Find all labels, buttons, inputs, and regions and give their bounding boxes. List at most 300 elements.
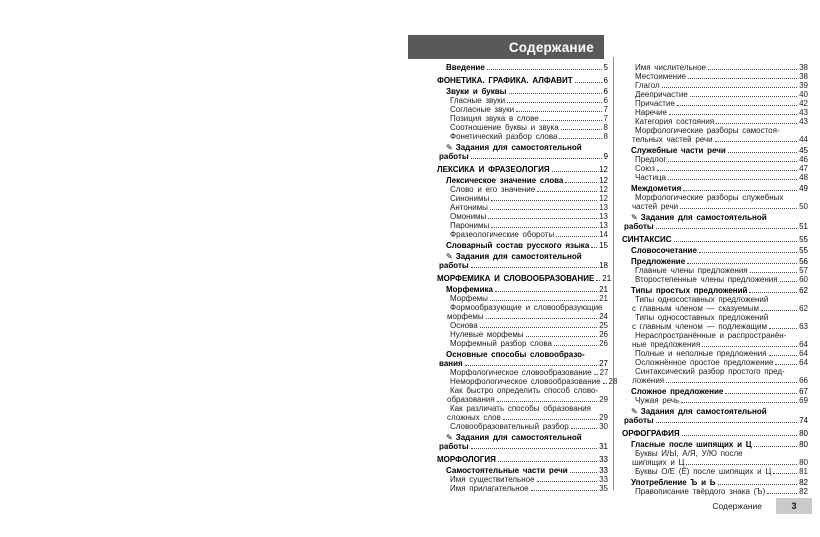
dot-leader — [594, 374, 598, 375]
dot-leader — [465, 365, 597, 366]
toc-entry-label: ные предложения — [632, 340, 701, 349]
toc-entry — [437, 433, 608, 451]
dot-leader — [715, 141, 798, 142]
dot-leader — [480, 327, 597, 328]
toc-entry — [437, 87, 608, 96]
toc-entry-label: Второстепенные члены предложения — [635, 275, 778, 284]
toc-page-number: 64 — [799, 340, 808, 349]
toc-entry — [437, 143, 608, 161]
toc-entry-label: с главным членом — подлежащим — [632, 322, 767, 331]
dot-leader — [552, 171, 598, 172]
toc-entry — [622, 487, 808, 496]
toc-page-number: 44 — [799, 135, 808, 144]
toc-entry — [622, 246, 808, 255]
toc-page-number: 67 — [799, 387, 808, 396]
dot-leader — [683, 190, 797, 191]
toc-page-number: 55 — [799, 246, 808, 255]
toc-page-number: 81 — [799, 467, 808, 476]
dot-leader — [749, 292, 797, 293]
toc-entry — [437, 252, 608, 270]
toc-page-number: 33 — [599, 475, 608, 484]
toc-page-number: 74 — [799, 416, 808, 425]
dot-leader — [686, 464, 797, 465]
toc-entry-label: Служебные части речи — [631, 146, 726, 155]
toc-entry-label: Синонимы — [450, 194, 490, 203]
toc-entry — [437, 76, 608, 85]
toc-entry-label: тельных частей речи — [632, 135, 713, 144]
toc-entry — [437, 132, 608, 141]
dot-leader — [471, 448, 597, 449]
toc-entry-label: Предлог — [635, 155, 667, 164]
toc-entry — [437, 422, 608, 431]
toc-entry — [622, 275, 808, 284]
toc-page-number: 12 — [599, 194, 608, 203]
toc-page-number: 21 — [602, 274, 612, 283]
dot-leader — [674, 241, 798, 242]
toc-entry-label: ЛЕКСИКА И ФРАЗЕОЛОГИЯ — [437, 165, 550, 174]
toc-entry-label: Морфологические разборы самостоя- — [635, 126, 780, 135]
pencil-icon: ✎ — [446, 143, 453, 152]
dot-leader — [754, 446, 798, 447]
toc-entry-label: Словообразовательный разбор — [450, 422, 569, 431]
toc-entry — [437, 330, 608, 339]
toc-entry-label: Главные члены предложения — [635, 266, 748, 275]
toc-page-number: 5 — [603, 63, 608, 72]
toc-entry-label: Категория состояния — [635, 117, 715, 126]
dot-leader — [682, 435, 798, 436]
dot-leader — [668, 179, 797, 180]
dot-leader — [769, 355, 798, 356]
toc-entry — [622, 295, 808, 313]
toc-page-number: 64 — [799, 358, 808, 367]
dot-leader — [718, 484, 798, 485]
toc-entry-label: Междометия — [631, 184, 682, 193]
toc-page-number: 62 — [799, 304, 808, 313]
dot-leader — [487, 69, 602, 70]
toc-page-number: 38 — [799, 63, 808, 72]
toc-entry-label: Осложнённое простое предложение — [635, 358, 774, 367]
toc-entry-label: Позиция звука в слове — [450, 114, 539, 123]
toc-page-number: 55 — [799, 235, 808, 244]
toc-entry-label: Согласные звуки — [450, 105, 515, 114]
toc-entry-label: Местоимение — [635, 72, 686, 81]
dot-leader — [669, 114, 797, 115]
toc-entry-label: Гласные звуки — [450, 96, 506, 105]
toc-entry — [622, 358, 808, 367]
toc-page-number: 28 — [608, 377, 618, 386]
toc-entry — [622, 440, 808, 449]
toc-entry-label: Как различать способы образования — [450, 404, 591, 413]
toc-entry — [622, 126, 808, 144]
toc-entry — [437, 285, 608, 294]
toc-page-number: 24 — [599, 312, 608, 321]
dot-leader — [526, 336, 598, 337]
toc-column-right — [622, 63, 808, 496]
toc-entry — [437, 105, 608, 114]
toc-entry-label: Словосочетание — [631, 246, 697, 255]
toc-entry-label: шипящих и Ц — [632, 458, 685, 467]
toc-page-number: 46 — [799, 155, 808, 164]
dot-leader — [571, 428, 597, 429]
toc-page-number: 30 — [599, 422, 608, 431]
toc-entry-label: Правописание твёрдого знака (Ъ) — [635, 487, 766, 496]
toc-entry-label: Сложное предложение — [631, 387, 724, 396]
toc-entry-label: Как быстро определить способ слово- — [450, 386, 599, 395]
toc-entry — [622, 449, 808, 467]
dot-leader — [656, 422, 797, 423]
toc-page-number: 15 — [599, 241, 608, 250]
footer-page-number: 3 — [776, 498, 812, 514]
toc-page-number: 39 — [799, 81, 808, 90]
toc-entry — [622, 117, 808, 126]
dot-leader — [490, 300, 597, 301]
toc-entry-label: ОРФОГРАФИЯ — [622, 429, 680, 438]
dot-leader — [491, 200, 597, 201]
dot-leader — [750, 272, 797, 273]
toc-page-number: 12 — [599, 176, 608, 185]
dot-leader — [596, 280, 600, 281]
toc-page-number: 29 — [599, 413, 608, 422]
toc-entry — [437, 350, 608, 368]
dot-leader — [725, 393, 797, 394]
toc-entry-label: с главным членом — сказуемым — [632, 304, 760, 313]
toc-entry — [437, 339, 608, 348]
toc-entry-label: Морфемный разбор слова — [450, 339, 552, 348]
toc-entry — [437, 114, 608, 123]
toc-entry-label: Типы односоставных предложений — [635, 295, 769, 304]
toc-entry-label: Задания для самостоятельной — [455, 143, 582, 152]
page-footer — [408, 498, 812, 514]
toc-page-number: 13 — [599, 221, 608, 230]
toc-page-number: 64 — [799, 349, 808, 358]
toc-entry — [622, 467, 808, 476]
dot-leader — [495, 291, 597, 292]
toc-page-number: 13 — [599, 212, 608, 221]
dot-leader — [773, 473, 797, 474]
toc-page-number: 82 — [799, 487, 808, 496]
toc-entry-label: Полные и неполные предложения — [635, 349, 767, 358]
toc-page-number: 25 — [599, 321, 608, 330]
toc-page-number: 63 — [799, 322, 808, 331]
toc-entry-label: Чужая речь — [635, 396, 680, 405]
dot-leader — [677, 105, 797, 106]
dot-leader — [507, 102, 601, 103]
toc-entry-label: Задания для самостоятельной — [640, 407, 767, 416]
toc-page-number: 12 — [599, 165, 608, 174]
toc-entry-label: Соотношение буквы и звука — [450, 123, 559, 132]
toc-page-number: 7 — [603, 114, 608, 123]
toc-entry-label: Частица — [635, 173, 666, 182]
toc-entry-label: Основные способы словообразо- — [446, 350, 585, 359]
dot-leader — [471, 158, 602, 159]
toc-page-number: 12 — [599, 185, 608, 194]
toc-page-number: 27 — [599, 359, 608, 368]
toc-entry-label: Задания для самостоятельной — [455, 433, 582, 442]
dot-leader — [559, 138, 601, 139]
dot-leader — [498, 461, 597, 462]
toc-page-number: 69 — [799, 396, 808, 405]
toc-page-number: 43 — [799, 117, 808, 126]
toc-entry — [622, 155, 808, 164]
toc-entry-label: работы — [439, 442, 469, 451]
toc-entry-label: Морфемика — [446, 285, 493, 294]
toc-entry — [622, 478, 808, 487]
toc-page-number: 38 — [799, 72, 808, 81]
toc-entry — [437, 294, 608, 303]
toc-entry — [622, 173, 808, 182]
toc-entry-label: Нераспространённые и распространён- — [635, 331, 787, 340]
toc-entry — [622, 286, 808, 295]
toc-entry — [622, 63, 808, 72]
toc-entry — [437, 185, 608, 194]
toc-entry — [437, 123, 608, 132]
toc-column-left — [437, 63, 618, 493]
dot-leader — [486, 318, 597, 319]
toc-entry-label: Имя существительное — [450, 475, 535, 484]
toc-entry-label: Нулевые морфемы — [450, 330, 524, 339]
toc-entry — [437, 221, 608, 230]
toc-page-number: 29 — [599, 395, 608, 404]
dot-leader — [561, 129, 602, 130]
toc-entry — [437, 484, 608, 493]
toc-entry — [622, 81, 808, 90]
dot-leader — [769, 328, 797, 329]
toc-entry-label: Фразеологические обороты — [450, 230, 555, 239]
dot-leader — [680, 208, 797, 209]
toc-entry — [622, 72, 808, 81]
toc-entry — [622, 213, 808, 231]
toc-entry — [622, 235, 808, 244]
toc-page-number: 50 — [799, 202, 808, 211]
toc-entry — [437, 176, 608, 185]
footer-section-label: Содержание — [712, 501, 762, 511]
toc-entry — [622, 349, 808, 358]
toc-entry — [622, 331, 808, 349]
dot-leader — [656, 228, 797, 229]
toc-page-number: 56 — [799, 257, 808, 266]
toc-entry — [437, 404, 608, 422]
toc-entry-label: Употребление Ъ и Ь — [631, 478, 716, 487]
toc-page-number: 80 — [799, 440, 808, 449]
toc-entry-label: образования — [447, 395, 495, 404]
toc-entry-label: ФОНЕТИКА. ГРАФИКА. АЛФАВИТ — [437, 76, 573, 85]
toc-entry-label: Лексическое значение слова — [446, 176, 564, 185]
toc-page-number: 42 — [799, 99, 808, 108]
toc-entry — [437, 475, 608, 484]
dot-leader — [666, 382, 797, 383]
toc-entry — [437, 230, 608, 239]
toc-entry-label: Синтаксический разбор простого пред- — [635, 367, 785, 376]
toc-page-number: 33 — [599, 466, 608, 475]
toc-page-number: 43 — [799, 108, 808, 117]
toc-entry-label: Формообразующие и словообразующие — [450, 303, 603, 312]
pencil-icon: ✎ — [446, 252, 453, 261]
toc-page-number: 62 — [799, 286, 808, 295]
toc-page-number: 80 — [799, 458, 808, 467]
dot-leader — [687, 263, 797, 264]
dot-leader — [702, 346, 797, 347]
toc-page-number: 31 — [599, 442, 608, 451]
toc-entry — [622, 108, 808, 117]
toc-page-number: 45 — [799, 146, 808, 155]
dot-leader — [509, 93, 602, 94]
pencil-icon: ✎ — [631, 407, 638, 416]
toc-page-number: 26 — [599, 339, 608, 348]
toc-entry-label: Неморфологическое словообразование — [450, 377, 601, 386]
toc-entry-label: ложения — [632, 376, 665, 385]
toc-entry — [622, 266, 808, 275]
dot-leader — [570, 472, 597, 473]
dot-leader — [699, 252, 797, 253]
dot-leader — [657, 170, 797, 171]
toc-entry — [437, 96, 608, 105]
toc-entry-label: МОРФЕМИКА И СЛОВООБРАЗОВАНИЕ — [437, 274, 595, 283]
dot-leader — [516, 111, 601, 112]
toc-page-number: 21 — [599, 294, 608, 303]
toc-page-number: 51 — [799, 222, 808, 231]
dot-leader — [488, 218, 597, 219]
toc-entry-label: Гласные после шипящих и Ц — [631, 440, 752, 449]
toc-entry-label: Фонетический разбор слова — [450, 132, 558, 141]
toc-page-number: 21 — [599, 285, 608, 294]
toc-entry — [437, 203, 608, 212]
dot-leader — [708, 69, 797, 70]
toc-page-number: 9 — [603, 152, 608, 161]
toc-entry-label: Морфологическое словообразование — [450, 368, 592, 377]
toc-page-number: 14 — [599, 230, 608, 239]
toc-entry-label: Звуки и буквы — [446, 87, 507, 96]
dot-leader — [575, 82, 602, 83]
toc-entry — [437, 321, 608, 330]
toc-entry — [437, 303, 608, 321]
toc-page-number: 40 — [799, 90, 808, 99]
dot-leader — [531, 490, 597, 491]
toc-entry — [622, 429, 808, 438]
toc-page-number: 6 — [603, 76, 608, 85]
toc-entry-label: Морфемы — [450, 294, 488, 303]
toc-entry-label: Задания для самостоятельной — [640, 213, 767, 222]
toc-entry — [437, 368, 608, 377]
dot-leader — [681, 402, 797, 403]
toc-entry-label: Предложение — [631, 257, 686, 266]
toc-page-number: 82 — [799, 478, 808, 487]
toc-entry-label: Основа — [450, 321, 478, 330]
toc-entry-label: вания — [439, 359, 463, 368]
dot-leader — [662, 87, 797, 88]
toc-entry — [437, 194, 608, 203]
toc-page-number: 57 — [799, 266, 808, 275]
toc-entry — [437, 466, 608, 475]
toc-entry — [622, 184, 808, 193]
toc-entry-label: Причастие — [635, 99, 675, 108]
toc-entry — [437, 165, 608, 174]
toc-entry-label: Типы односоставных предложений — [635, 313, 769, 322]
dot-leader — [537, 191, 597, 192]
toc-page-number: 48 — [799, 173, 808, 182]
dot-leader — [761, 310, 797, 311]
dot-leader — [780, 281, 798, 282]
toc-entry-label: частей речи — [632, 202, 679, 211]
dot-leader — [591, 247, 597, 248]
dot-leader — [541, 120, 602, 121]
toc-page-number: 8 — [603, 123, 608, 132]
toc-page-number: 35 — [599, 484, 608, 493]
toc-page-number: 6 — [603, 87, 608, 96]
toc-entry-label: Задания для самостоятельной — [455, 252, 582, 261]
toc-entry-label: Буквы О/Е (Ё) после шипящих и Ц — [635, 467, 772, 476]
toc-entry-label: морфемы — [447, 312, 484, 321]
toc-entry — [437, 63, 608, 72]
dot-leader — [497, 401, 597, 402]
dot-leader — [603, 383, 607, 384]
toc-entry-label: Антонимы — [450, 203, 488, 212]
toc-page-number: 66 — [799, 376, 808, 385]
dot-leader — [716, 123, 797, 124]
toc-page-number: 8 — [603, 132, 608, 141]
dot-leader — [556, 236, 597, 237]
dot-leader — [688, 78, 797, 79]
pencil-icon: ✎ — [446, 433, 453, 442]
toc-entry-label: Введение — [446, 63, 485, 72]
toc-page-number: 7 — [603, 105, 608, 114]
toc-entry-label: Глагол — [635, 81, 660, 90]
toc-entry-label: Имя числительное — [635, 63, 706, 72]
toc-page-number: 33 — [599, 455, 608, 464]
toc-entry — [437, 386, 608, 404]
dot-leader — [775, 364, 797, 365]
toc-page-number: 27 — [599, 368, 609, 377]
toc-entry-label: Омонимы — [450, 212, 487, 221]
toc-entry-label: Самостоятельные части речи — [446, 466, 568, 475]
column-divider — [613, 57, 614, 490]
toc-entry-label: Слово и его значение — [450, 185, 536, 194]
dot-leader — [490, 209, 597, 210]
toc-page-number: 13 — [599, 203, 608, 212]
dot-leader — [554, 345, 597, 346]
dot-leader — [491, 227, 597, 228]
toc-entry — [622, 313, 808, 331]
toc-entry-label: Буквы И/Ы, А/Я, У/Ю после — [635, 449, 743, 458]
page-header-banner — [408, 35, 604, 59]
toc-entry-label: Паронимы — [450, 221, 490, 230]
toc-entry-label: СИНТАКСИС — [622, 235, 672, 244]
dot-leader — [503, 419, 597, 420]
dot-leader — [537, 481, 598, 482]
dot-leader — [690, 96, 797, 97]
toc-entry — [437, 377, 618, 386]
toc-entry-label: Союз — [635, 164, 655, 173]
toc-page-number: 6 — [603, 96, 608, 105]
toc-entry — [622, 146, 808, 155]
toc-entry — [622, 407, 808, 425]
toc-entry — [622, 164, 808, 173]
toc-entry — [622, 367, 808, 385]
toc-entry — [622, 99, 808, 108]
toc-entry — [622, 90, 808, 99]
toc-entry-label: Имя прилагательное — [450, 484, 529, 493]
dot-leader — [471, 267, 597, 268]
toc-entry-label: Морфологические разборы служебных — [635, 193, 784, 202]
toc-entry — [437, 455, 608, 464]
toc-entry — [622, 387, 808, 396]
toc-entry — [437, 274, 612, 283]
dot-leader — [728, 152, 797, 153]
toc-entry-label: работы — [624, 222, 654, 231]
toc-entry-label: Деепричастие — [635, 90, 688, 99]
toc-entry-label: работы — [439, 152, 469, 161]
toc-page-number: 49 — [799, 184, 808, 193]
toc-page-number: 26 — [599, 330, 608, 339]
